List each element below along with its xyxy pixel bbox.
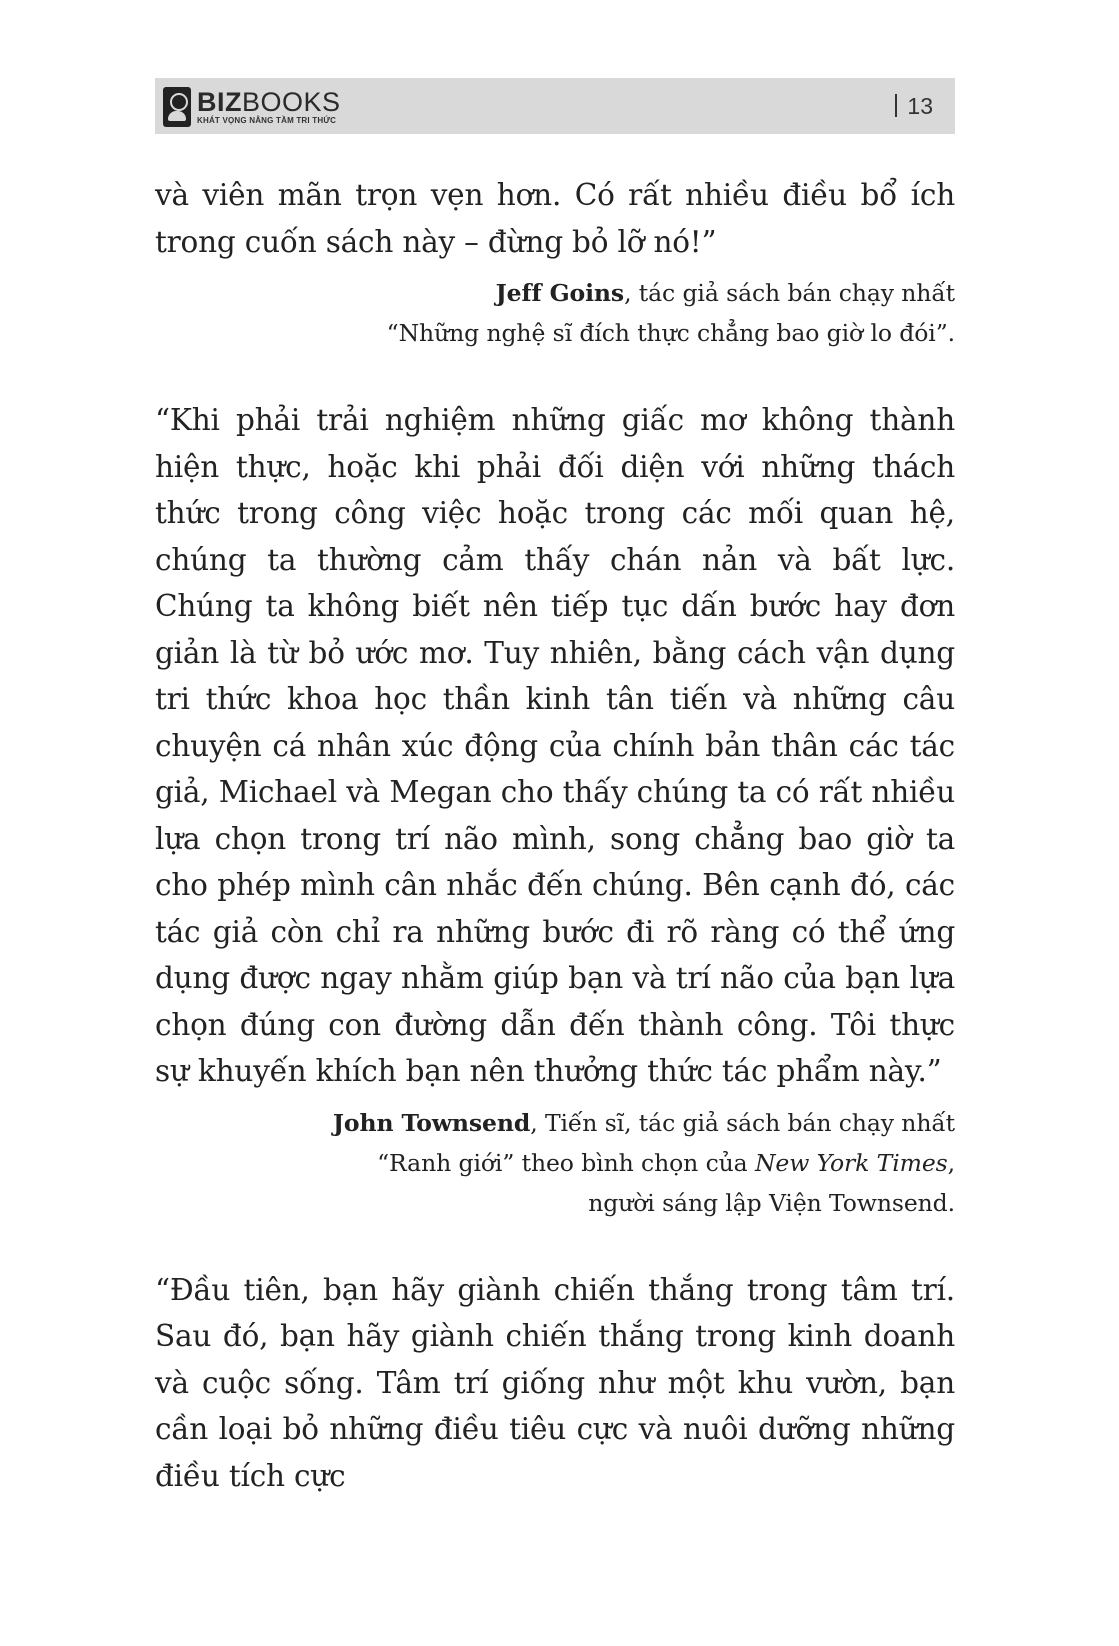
attribution-2-line-1: John Townsend, Tiến sĩ, tác giả sách bán chạy nhất: [332, 1108, 955, 1137]
brand-name: BIZBOOKS: [197, 87, 341, 117]
bizbooks-logo: [163, 85, 341, 129]
testimonial-quote-3: “Đầu tiên, bạn hãy giành chiến thắng trong tâm trí. Sau đó, bạn hãy giành chiến thắng trong kinh doanh và cuộc sống. Tâm trí giống như một khu vườn, bạn cần loại bỏ những điều tiêu cực và nuôi dưỡng những điều tích cực: [155, 1272, 955, 1493]
testimonial-quote-2: “Khi phải trải nghiệm những giấc mơ không thành hiện thực, hoặc khi phải đối diện với những thách thức trong công việc hoặc trong các mối quan hệ, chúng ta thường cảm thấy chán nản và bất lực. Chúng ta không biết nên tiếp tục dấn bước hay đơn giản là từ bỏ ước mơ. Tuy nhiên, bằng cách vận dụng tri thức khoa học thần kinh tân tiến và những câu chuyện cá nhân xúc động của chính bản thân các tác giả, Michael và Megan cho thấy chúng ta có rất nhiều lựa chọn trong trí não mình, song chẳng bao giờ ta cho phép mình cân nhắc đến chúng. Bên cạnh đó, các tác giả còn chỉ ra những bước đi rõ ràng có thể ứng dụng được ngay nhằm giúp bạn và trí não của bạn lựa chọn đúng con đường dẫn đến thành công. Tôi thực sự khuyến khích bạn nên thưởng thức tác phẩm này.”: [155, 403, 955, 1088]
attribution-2-line-3: người sáng lập Viện Townsend.: [588, 1188, 955, 1217]
author-name: Jeff Goins: [495, 279, 625, 307]
attribution-2-line-2: “Ranh giới” theo bình chọn của New York Times,: [377, 1148, 955, 1177]
page-body: [155, 172, 955, 1499]
testimonial-quote-1: và viên mãn trọn vẹn hơn. Có rất nhiều điều bổ ích trong cuốn sách này – đừng bỏ lỡ nó!”: [155, 178, 955, 259]
brand-tagline: KHÁT VỌNG NÂNG TẦM TRI THỨC: [197, 116, 337, 125]
bizbooks-emblem-icon: [163, 87, 191, 127]
attribution-1-line-1: Jeff Goins, tác giả sách bán chạy nhất: [495, 279, 955, 307]
attribution-1-line-2: “Những nghệ sĩ đích thực chẳng bao giờ lo đói”.: [386, 319, 955, 347]
page-number: 13: [895, 93, 933, 120]
running-header: [155, 78, 955, 134]
author-name: John Townsend: [332, 1108, 531, 1137]
